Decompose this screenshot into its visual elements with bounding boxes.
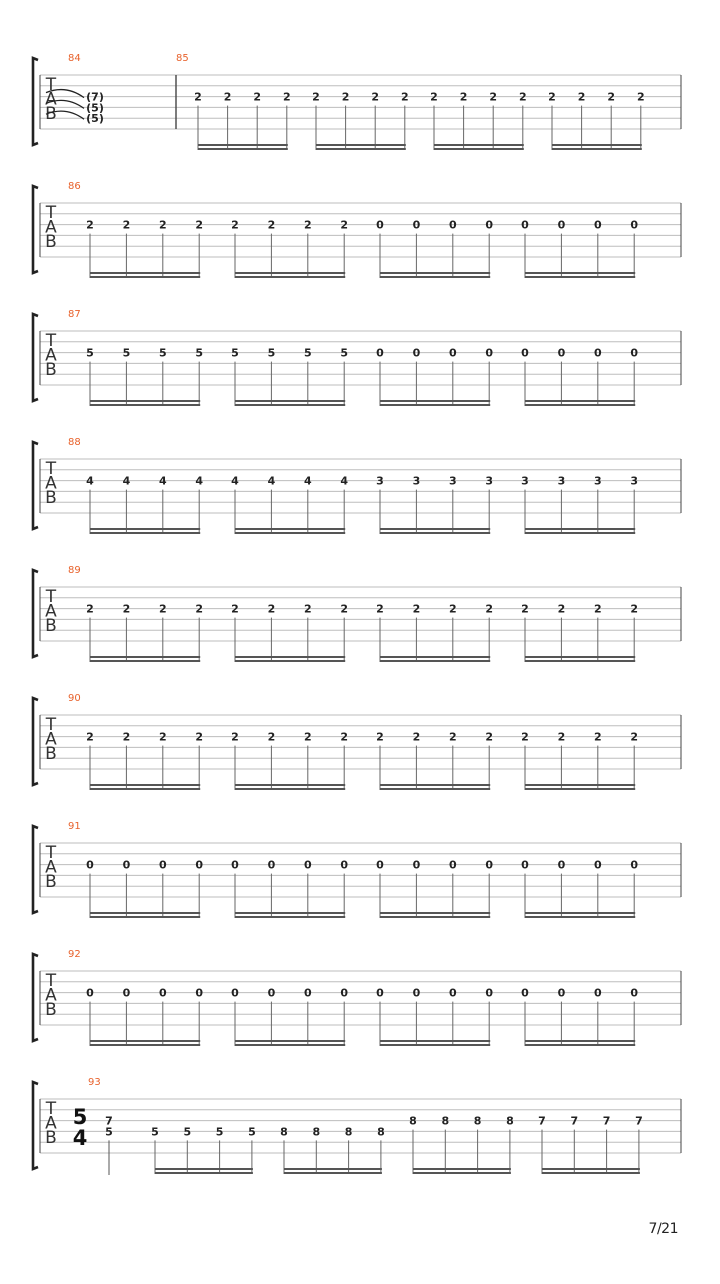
fret-number: 5: [340, 346, 349, 360]
fret-number: 2: [593, 730, 602, 744]
fret-number: 0: [303, 986, 312, 1000]
fret-number: 2: [521, 602, 529, 616]
fret-number: 2: [636, 90, 645, 104]
tab-clef-letter: T: [45, 1099, 57, 1119]
fret-number: 8: [506, 1114, 514, 1128]
fret-number: 2: [303, 218, 312, 232]
fret-number: 2: [195, 218, 204, 232]
measure-number: 87: [68, 309, 81, 320]
fret-number: 0: [376, 858, 384, 872]
beam: [90, 788, 200, 790]
system-bracket: [33, 314, 38, 401]
tab-clef-letter: B: [45, 616, 57, 636]
fret-number: 0: [412, 218, 421, 232]
beam: [198, 148, 288, 150]
tab-clef-letter: T: [45, 843, 57, 863]
fret-number: 2: [340, 730, 349, 744]
fret-number: 0: [376, 346, 384, 360]
fret-number: 2: [158, 602, 167, 616]
fret-number: 2: [86, 218, 94, 232]
fret-number: 0: [376, 218, 384, 232]
fret-number: 3: [448, 474, 457, 488]
tab-system: [33, 821, 681, 918]
beam: [380, 276, 490, 278]
tab-clef-letter: T: [45, 203, 57, 223]
fret-number: 2: [376, 730, 384, 744]
fret-number: 2: [267, 730, 276, 744]
fret-number: 2: [412, 602, 421, 616]
tab-system: [33, 437, 681, 534]
beam: [235, 916, 345, 918]
fret-number: 0: [448, 986, 457, 1000]
fret-number: 0: [195, 986, 204, 1000]
fret-number: 7: [538, 1114, 546, 1128]
fret-number: 0: [376, 986, 384, 1000]
beam: [235, 912, 345, 914]
fret-number: 0: [593, 858, 602, 872]
tab-system: [33, 309, 681, 406]
fret-number: 4: [267, 474, 276, 488]
system-bracket: [33, 58, 38, 145]
beam: [413, 1172, 511, 1174]
fret-number: 3: [557, 474, 566, 488]
beam: [434, 144, 524, 146]
fret-number: 0: [557, 218, 566, 232]
fret-number: 2: [122, 730, 131, 744]
beam: [316, 144, 406, 146]
fret-number: 2: [231, 218, 239, 232]
fret-number: 2: [448, 602, 457, 616]
beam: [90, 528, 200, 530]
beam: [525, 272, 635, 274]
fret-number: 8: [441, 1114, 450, 1128]
beam: [380, 1040, 490, 1042]
tab-clef-letter: A: [45, 345, 57, 366]
beam: [284, 1168, 382, 1170]
fret-number: 2: [303, 730, 312, 744]
fret-number: 2: [557, 730, 566, 744]
beam: [552, 148, 642, 150]
fret-number: 4: [122, 474, 131, 488]
tab-clef-letter: A: [45, 1113, 57, 1134]
tab-system: [33, 1077, 681, 1175]
beam: [525, 912, 635, 914]
beam: [235, 400, 345, 402]
fret-number: 0: [448, 218, 457, 232]
fret-number: 2: [412, 730, 421, 744]
beam: [380, 912, 490, 914]
tied-fret-number: (7): [86, 90, 104, 104]
system-bracket: [33, 442, 38, 529]
fret-number: 0: [231, 858, 239, 872]
beam: [380, 404, 490, 406]
fret-number: 5: [158, 346, 167, 360]
fret-number: 0: [448, 858, 457, 872]
beam: [155, 1168, 253, 1170]
fret-number: 2: [253, 90, 262, 104]
beam: [316, 148, 406, 150]
beam: [90, 1044, 200, 1046]
tab-clef-letter: A: [45, 857, 57, 878]
fret-number: 2: [267, 602, 276, 616]
measure-number: 90: [68, 693, 81, 704]
tied-fret-number: (5): [86, 112, 104, 126]
fret-number: 0: [158, 986, 167, 1000]
beam: [235, 1040, 345, 1042]
fret-number: 2: [593, 602, 602, 616]
fret-number: 0: [593, 218, 602, 232]
fret-number: 5: [215, 1125, 224, 1139]
fret-number: 7: [635, 1114, 643, 1128]
beam: [380, 400, 490, 402]
fret-number: 7: [602, 1114, 611, 1128]
fret-number: 2: [489, 90, 498, 104]
fret-number: 2: [607, 90, 616, 104]
tab-system: [33, 565, 681, 662]
fret-number: 5: [183, 1125, 192, 1139]
fret-number: 0: [521, 986, 529, 1000]
fret-number: 4: [340, 474, 349, 488]
fret-number: 4: [303, 474, 312, 488]
beam: [90, 912, 200, 914]
fret-number: 8: [473, 1114, 482, 1128]
beam: [380, 656, 490, 658]
fret-number: 0: [485, 346, 494, 360]
fret-number: 2: [122, 218, 131, 232]
fret-number: 2: [557, 602, 566, 616]
beam: [525, 660, 635, 662]
fret-number: 5: [86, 346, 94, 360]
fret-number: 8: [377, 1125, 385, 1139]
tab-clef-letter: B: [45, 872, 57, 892]
time-signature-top: 5: [72, 1105, 88, 1129]
fret-number: 3: [376, 474, 384, 488]
fret-number: 2: [521, 730, 529, 744]
beam: [90, 272, 200, 274]
fret-number: 3: [521, 474, 529, 488]
fret-number: 0: [521, 218, 529, 232]
fret-number: 4: [195, 474, 204, 488]
fret-number: 0: [630, 858, 639, 872]
beam: [90, 660, 200, 662]
fret-number: 0: [122, 986, 131, 1000]
fret-number: 0: [267, 986, 276, 1000]
fret-number: 5: [105, 1125, 113, 1139]
fret-number: 2: [158, 218, 167, 232]
beam: [525, 400, 635, 402]
fret-number: 5: [248, 1125, 256, 1139]
fret-number: 5: [231, 346, 239, 360]
beam: [235, 532, 345, 534]
fret-number: 0: [231, 986, 239, 1000]
fret-number: 0: [485, 218, 494, 232]
fret-number: 2: [371, 90, 380, 104]
beam: [380, 788, 490, 790]
fret-number: 2: [267, 218, 276, 232]
beam: [380, 916, 490, 918]
fret-number: 2: [448, 730, 457, 744]
tab-clef-letter: A: [45, 217, 57, 238]
fret-number: 0: [593, 346, 602, 360]
tab-clef-letter: B: [45, 744, 57, 764]
fret-number: 0: [340, 858, 349, 872]
fret-number: 2: [195, 602, 204, 616]
fret-number: 0: [448, 346, 457, 360]
fret-number: 0: [630, 218, 639, 232]
fret-number: 8: [344, 1125, 353, 1139]
beam: [525, 1044, 635, 1046]
fret-number: 2: [86, 730, 94, 744]
fret-number: 2: [194, 90, 202, 104]
measure-number: 85: [176, 53, 189, 64]
measure-number: 89: [68, 565, 81, 576]
fret-number: 0: [630, 986, 639, 1000]
fret-number: 5: [195, 346, 204, 360]
fret-number: 5: [122, 346, 131, 360]
beam: [235, 660, 345, 662]
beam: [525, 532, 635, 534]
fret-number: 2: [86, 602, 94, 616]
fret-number: 0: [557, 858, 566, 872]
beam: [235, 528, 345, 530]
beam: [413, 1168, 511, 1170]
beam: [542, 1168, 640, 1170]
beam: [525, 404, 635, 406]
beam: [525, 528, 635, 530]
fret-number: 2: [340, 218, 349, 232]
tab-clef-letter: A: [45, 601, 57, 622]
fret-number: 7: [570, 1114, 579, 1128]
tab-system: [33, 181, 681, 278]
fret-number: 0: [485, 858, 494, 872]
system-bracket: [33, 1082, 38, 1169]
fret-number: 0: [412, 346, 421, 360]
beam: [525, 276, 635, 278]
tab-clef-letter: B: [45, 1000, 57, 1020]
beam: [380, 1044, 490, 1046]
fret-number: 0: [521, 346, 529, 360]
fret-number: 0: [412, 986, 421, 1000]
fret-number: 4: [86, 474, 94, 488]
fret-number: 3: [630, 474, 639, 488]
fret-number: 2: [548, 90, 556, 104]
fret-number: 8: [312, 1125, 321, 1139]
fret-number: 2: [231, 602, 239, 616]
beam: [198, 144, 288, 146]
fret-number: 2: [312, 90, 320, 104]
fret-number: 2: [485, 602, 494, 616]
beam: [90, 404, 200, 406]
fret-number: 2: [231, 730, 239, 744]
fret-number: 2: [303, 602, 312, 616]
beam: [90, 400, 200, 402]
beam: [235, 1044, 345, 1046]
fret-number: 2: [630, 602, 639, 616]
fret-number: 2: [340, 602, 349, 616]
beam: [525, 656, 635, 658]
fret-number: 0: [485, 986, 494, 1000]
tab-clef-letter: T: [45, 715, 57, 735]
fret-number: 8: [409, 1114, 417, 1128]
fret-number: 2: [195, 730, 204, 744]
beam: [380, 272, 490, 274]
fret-number: 0: [340, 986, 349, 1000]
fret-number: 7: [105, 1114, 113, 1128]
beam: [155, 1172, 253, 1174]
tab-clef-letter: T: [45, 587, 57, 607]
tab-clef-letter: A: [45, 473, 57, 494]
tab-system: [33, 949, 681, 1046]
beam: [90, 916, 200, 918]
fret-number: 2: [158, 730, 167, 744]
fret-number: 2: [430, 90, 438, 104]
tab-system: [33, 693, 681, 790]
fret-number: 0: [86, 858, 94, 872]
beam: [235, 788, 345, 790]
measure-number: 92: [68, 949, 81, 960]
fret-number: 0: [521, 858, 529, 872]
beam: [380, 660, 490, 662]
fret-number: 0: [158, 858, 167, 872]
fret-number: 2: [282, 90, 291, 104]
fret-number: 5: [151, 1125, 159, 1139]
fret-number: 0: [412, 858, 421, 872]
beam: [525, 784, 635, 786]
fret-number: 2: [400, 90, 409, 104]
fret-number: 0: [630, 346, 639, 360]
tab-system: [33, 53, 681, 150]
system-bracket: [33, 954, 38, 1041]
fret-number: 0: [593, 986, 602, 1000]
tab-clef-letter: T: [45, 971, 57, 991]
tab-clef-letter: B: [45, 1128, 57, 1148]
fret-number: 0: [303, 858, 312, 872]
tab-clef-letter: B: [45, 104, 57, 124]
fret-number: 8: [280, 1125, 288, 1139]
fret-number: 3: [485, 474, 494, 488]
beam: [380, 528, 490, 530]
beam: [235, 276, 345, 278]
tab-clef-letter: T: [45, 75, 57, 95]
fret-number: 2: [630, 730, 639, 744]
page-number: 7/21: [648, 1221, 678, 1237]
beam: [434, 148, 524, 150]
fret-number: 5: [267, 346, 276, 360]
time-signature-bottom: 4: [72, 1126, 88, 1150]
beam: [525, 788, 635, 790]
beam: [90, 276, 200, 278]
fret-number: 0: [86, 986, 94, 1000]
beam: [380, 784, 490, 786]
system-bracket: [33, 826, 38, 913]
fret-number: 2: [518, 90, 527, 104]
measure-number: 86: [68, 181, 81, 192]
tab-clef-letter: B: [45, 360, 57, 380]
fret-number: 2: [223, 90, 232, 104]
tab-clef-letter: A: [45, 985, 57, 1006]
tab-clef-letter: B: [45, 232, 57, 252]
fret-number: 0: [557, 346, 566, 360]
measure-number: 88: [68, 437, 81, 448]
beam: [525, 1040, 635, 1042]
measure-number: 93: [88, 1077, 101, 1088]
fret-number: 0: [195, 858, 204, 872]
tab-clef-letter: T: [45, 459, 57, 479]
system-bracket: [33, 570, 38, 657]
beam: [542, 1172, 640, 1174]
beam: [90, 532, 200, 534]
fret-number: 3: [412, 474, 421, 488]
beam: [525, 916, 635, 918]
fret-number: 5: [303, 346, 312, 360]
fret-number: 0: [267, 858, 276, 872]
fret-number: 4: [158, 474, 167, 488]
beam: [90, 784, 200, 786]
beam: [90, 1040, 200, 1042]
fret-number: 0: [557, 986, 566, 1000]
beam: [380, 532, 490, 534]
tab-clef-letter: B: [45, 488, 57, 508]
beam: [235, 404, 345, 406]
system-bracket: [33, 698, 38, 785]
measure-number: 84: [68, 53, 81, 64]
tab-clef-letter: A: [45, 729, 57, 750]
fret-number: 2: [577, 90, 586, 104]
beam: [235, 784, 345, 786]
fret-number: 2: [341, 90, 350, 104]
tied-fret-number: (5): [86, 101, 104, 115]
fret-number: 4: [231, 474, 239, 488]
fret-number: 0: [122, 858, 131, 872]
beam: [235, 272, 345, 274]
fret-number: 2: [376, 602, 384, 616]
tab-clef-letter: T: [45, 331, 57, 351]
fret-number: 2: [485, 730, 494, 744]
fret-number: 2: [459, 90, 468, 104]
beam: [235, 656, 345, 658]
measure-number: 91: [68, 821, 81, 832]
fret-number: 3: [593, 474, 602, 488]
fret-number: 2: [122, 602, 131, 616]
beam: [284, 1172, 382, 1174]
beam: [90, 656, 200, 658]
system-bracket: [33, 186, 38, 273]
tab-clef-letter: A: [45, 89, 57, 110]
beam: [552, 144, 642, 146]
